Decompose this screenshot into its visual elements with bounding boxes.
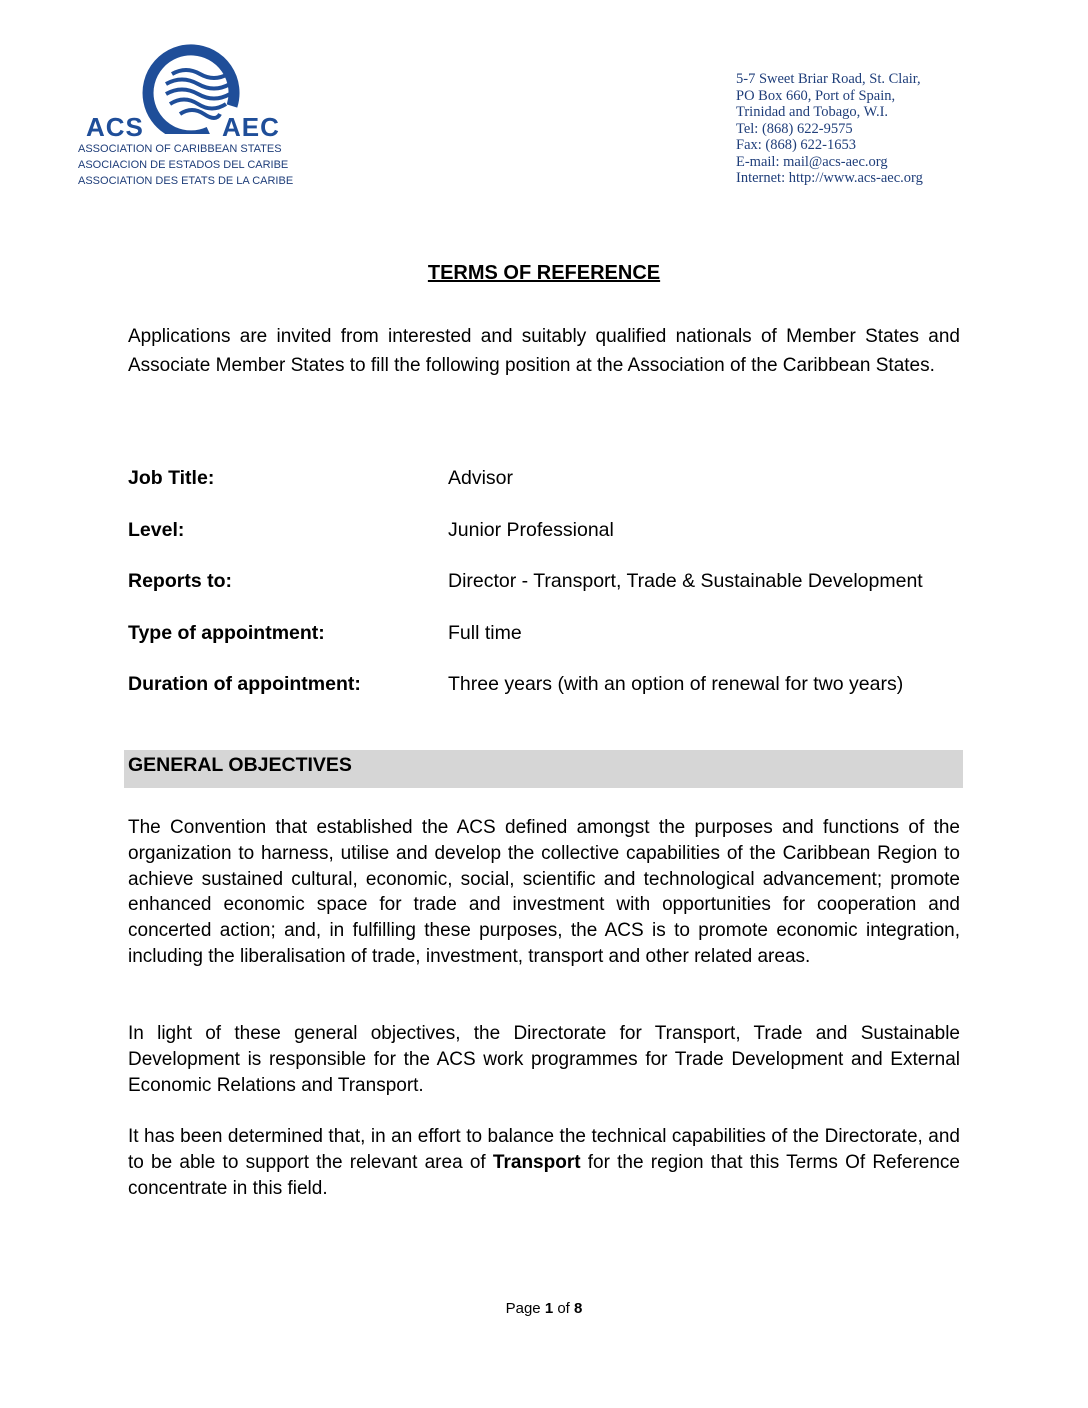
of-word: of [557,1300,570,1317]
section-heading: GENERAL OBJECTIVES [128,754,352,776]
current-page-number: 1 [544,1300,554,1317]
job-field-label: Level: [128,519,185,541]
email-line: E-mail: mail@acs-aec.org [736,153,888,170]
address-line: PO Box 660, Port of Spain, [736,87,896,104]
org-name-en: ASSOCIATION OF CARIBBEAN STATES [78,143,282,155]
appointment-duration-row [128,673,968,703]
job-field-value: Director - Transport, Trade & Sustainable Development [448,570,923,592]
organization-names [78,141,293,189]
address-line: 5-7 Sweet Briar Road, St. Clair, [736,71,921,87]
paragraph-text: It has been determined that, in an effort to balance the technical capabilities of the Directorate, and to be able to support the relevant area of [128,1126,960,1173]
reports-to-row [128,570,968,600]
address-line: Trinidad and Tobago, W.I. [736,104,889,120]
document-title: TERMS OF REFERENCE [427,262,661,284]
logo-acs-text: ACS [86,112,144,142]
phone-line: Tel: (868) 622-9575 [736,120,853,137]
website-line: Internet: http://www.acs-aec.org [736,170,923,186]
org-name-es: ASOCIACION DE ESTADOS DEL CARIBE [78,159,289,171]
job-title-row [128,467,968,497]
page-footer [0,1300,1088,1317]
section-heading-bar [124,750,963,788]
paragraph-text: for the region that this Terms Of Reference concentrate in this field. [128,1151,960,1199]
fax-line: Fax: (868) 622-1653 [736,137,857,153]
job-field-value: Full time [448,622,522,644]
job-field-value: Advisor [448,467,514,489]
job-field-label: Job Title: [128,467,215,489]
logo-aec-text: AEC [222,112,280,142]
job-field-label: Reports to: [128,570,232,592]
intro-paragraph: Applications are invited from interested and suitably qualified nationals of Member States and Associate Member States to fill the following position at the Association of the Caribbean States. [128,326,960,376]
appointment-type-row [128,622,968,652]
objectives-paragraph-2: In light of these general objectives, the Directorate for Transport, Trade and Sustainable Development is responsible for the ACS work programmes for Trade Development and External Economic Relations and Transport. [128,1023,960,1096]
objectives-paragraph-3 [128,1124,960,1201]
acs-logo [76,44,316,194]
contact-address [736,71,923,187]
job-field-label: Duration of appointment: [128,673,361,695]
job-field-value: Junior Professional [448,519,614,541]
paragraph-bold-text: Transport [492,1151,581,1173]
job-field-value: Three years (with an option of renewal for two years) [448,673,904,695]
org-name-fr: ASSOCIATION DES ETATS DE LA CARIBE [78,175,294,187]
job-field-label: Type of appointment: [128,622,325,644]
objectives-paragraph-1: The Convention that established the ACS defined amongst the purposes and functions of the organization to harness, utilise and develop the collective capabilities of the Caribbean Region to achieve sustained cultural, economic, social, scientific and technological advancement; promote enhanced economic space for trade and investment with opportunities for cooperation and concerted action; and, in fulfilling these purposes, the ACS is to promote economic integration, including the liberalisation of trade, investment, transport and other related areas. [128,817,960,967]
level-row [128,519,968,549]
page-word: Page [505,1300,541,1317]
total-pages-number: 8 [574,1300,583,1317]
